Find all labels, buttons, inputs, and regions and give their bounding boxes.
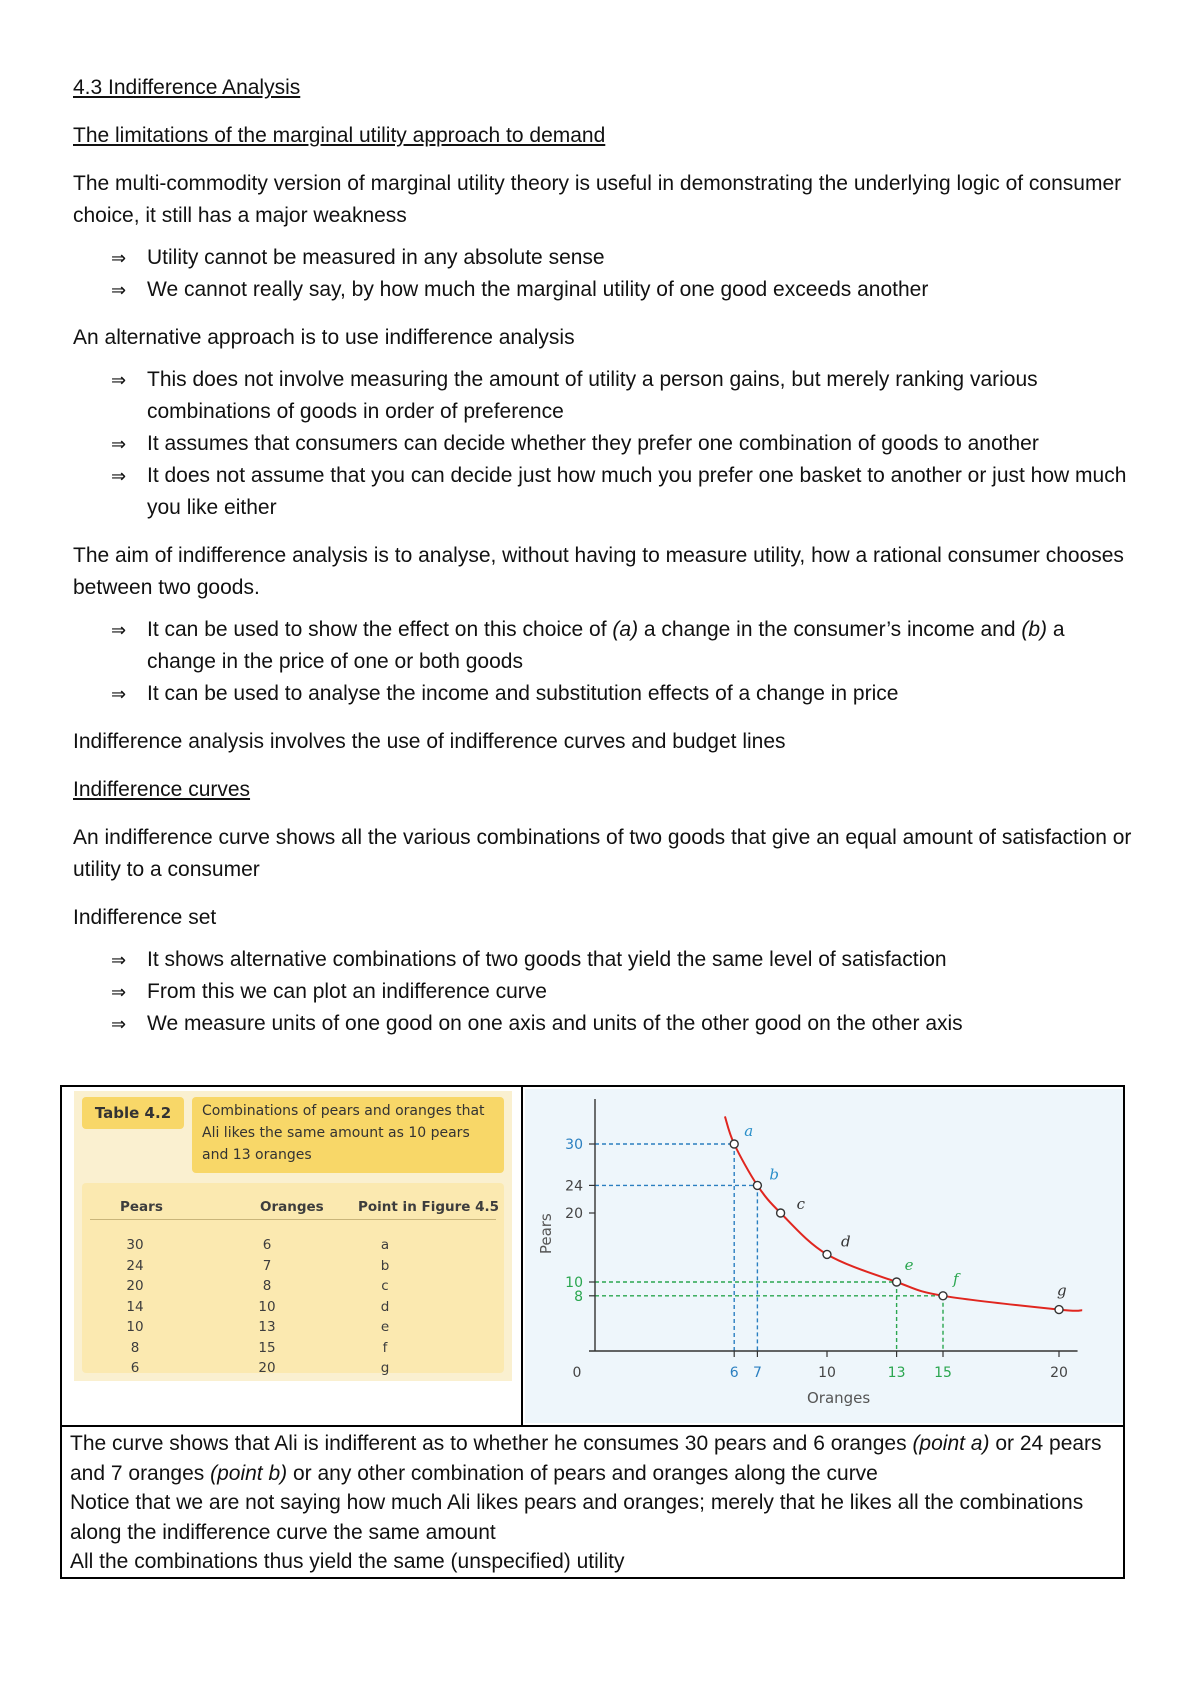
cell-pears: 30 xyxy=(126,1237,144,1253)
table-caption: Combinations of pears and oranges that Ali likes the same amount as 10 pears and 13 oranges xyxy=(192,1097,504,1173)
x-tick-label: 13 xyxy=(887,1365,906,1381)
x-tick-label: 20 xyxy=(1050,1365,1068,1381)
figure-box xyxy=(60,1085,1125,1579)
list-item xyxy=(73,460,1133,524)
cell-point: e xyxy=(380,1319,390,1335)
list-item xyxy=(73,364,1133,428)
cell-oranges: 13 xyxy=(258,1319,276,1335)
cell-point: f xyxy=(382,1339,388,1356)
y-tick-label: 10 xyxy=(565,1275,583,1291)
figure-caption: The curve shows that Ali is indifferent as to whether he consumes 30 pears and 6 oranges (point a) or 24 pears and 7 oranges (point b) or any other combination of pears and oranges along the curve Notice that we are not saying how much Ali likes pears and oranges; merely that he likes all the combinations along the indifference curve the same amount All the combinations thus yield the same (unspecified) utility xyxy=(70,1432,1102,1573)
list-item-text: From this we can plot an indifference curve xyxy=(147,980,547,1003)
paragraph: Indifference set xyxy=(73,906,217,929)
list-item xyxy=(73,1008,1133,1040)
cell-oranges: 6 xyxy=(262,1237,272,1253)
list-item xyxy=(73,428,1133,460)
data-point xyxy=(1055,1306,1063,1314)
cell-point: g xyxy=(380,1360,390,1376)
data-point xyxy=(730,1140,738,1148)
table-row xyxy=(82,1311,504,1335)
document-body xyxy=(73,72,1133,1056)
bullet-list xyxy=(73,242,1133,306)
list-item-text: We cannot really say, by how much the marginal utility of one good exceeds another xyxy=(147,278,929,301)
y-tick-label: 30 xyxy=(565,1137,583,1153)
table-row xyxy=(82,1352,504,1376)
cell-oranges: 20 xyxy=(258,1360,276,1376)
list-item xyxy=(73,944,1133,976)
x-tick-label: 6 xyxy=(729,1365,739,1381)
list-item-text: It assumes that consumers can decide whether they prefer one combination of goods to another xyxy=(147,432,1039,455)
column-header-pears: Pears xyxy=(120,1199,163,1215)
list-item xyxy=(73,678,1133,710)
table-4-2 xyxy=(74,1091,512,1381)
paragraph: An alternative approach is to use indifference analysis xyxy=(73,326,575,349)
point-label: g xyxy=(1057,1281,1067,1300)
table-row xyxy=(82,1291,504,1315)
header-rule xyxy=(90,1219,496,1220)
indifference-curve-chart xyxy=(525,1089,1123,1423)
column-header-oranges: Oranges xyxy=(260,1199,324,1215)
paragraph: An indifference curve shows all the various combinations of two goods that give an equal amount of satisfaction or utility to a consumer xyxy=(73,826,1132,881)
table-row xyxy=(82,1270,504,1294)
table-rows xyxy=(82,1229,504,1376)
cell-point: a xyxy=(380,1237,390,1253)
bullet-list xyxy=(73,364,1133,524)
arrow-icon: ⇒ xyxy=(111,280,127,300)
cell-pears: 8 xyxy=(130,1339,140,1356)
point-label: c xyxy=(796,1195,806,1213)
list-item-text: It shows alternative combinations of two goods that yield the same level of satisfaction xyxy=(147,948,947,971)
list-item xyxy=(73,976,1133,1008)
arrow-icon: ⇒ xyxy=(111,1014,127,1034)
point-label: d xyxy=(841,1232,851,1251)
y-tick-label: 8 xyxy=(574,1288,583,1305)
section-heading-indifference-curves: Indifference curves xyxy=(73,778,251,801)
table-row xyxy=(82,1332,504,1356)
data-point xyxy=(893,1278,901,1286)
bullet-list xyxy=(73,944,1133,1040)
cell-point: b xyxy=(380,1257,390,1274)
data-point xyxy=(753,1181,761,1189)
point-label: f xyxy=(953,1269,959,1288)
chart-svg xyxy=(525,1089,1123,1423)
y-axis-label: Pears xyxy=(537,1213,555,1255)
paragraph: The aim of indifference analysis is to analyse, without having to measure utility, how a rational consumer chooses between two goods. xyxy=(73,544,1124,599)
arrow-icon: ⇒ xyxy=(111,982,127,1002)
cell-pears: 24 xyxy=(126,1257,144,1274)
x-tick-label: 7 xyxy=(752,1365,762,1381)
list-item-text: It can be used to analyse the income and substitution effects of a change in price xyxy=(147,682,899,705)
cell-point: c xyxy=(381,1278,389,1294)
x-tick-label: 10 xyxy=(818,1365,836,1381)
list-item-text: It does not assume that you can decide just how much you prefer one basket to another or just how much you like either xyxy=(147,464,1127,519)
x-tick-label: 15 xyxy=(934,1365,952,1381)
list-item-text: It can be used to show the effect on this choice of (a) a change in the consumer’s income and (b) a change in the price of one or both goods xyxy=(147,618,1065,673)
column-header-point: Point in Figure 4.5 xyxy=(358,1199,500,1215)
cell-oranges: 15 xyxy=(258,1339,276,1356)
arrow-icon: ⇒ xyxy=(111,248,127,268)
list-item-text: Utility cannot be measured in any absolute sense xyxy=(147,246,605,269)
x-axis-label: Oranges xyxy=(806,1389,871,1407)
data-point xyxy=(939,1292,947,1300)
table-tag: Table 4.2 xyxy=(82,1097,184,1129)
table-row xyxy=(82,1229,504,1253)
cell-oranges: 7 xyxy=(262,1257,272,1274)
point-label: a xyxy=(744,1122,754,1140)
section-heading-limitations: The limitations of the marginal utility approach to demand xyxy=(73,124,606,147)
cell-pears: 6 xyxy=(130,1360,140,1376)
table-body xyxy=(82,1183,504,1376)
cell-pears: 10 xyxy=(126,1319,144,1335)
data-point xyxy=(777,1209,785,1217)
cell-pears: 14 xyxy=(126,1298,144,1315)
data-point xyxy=(823,1250,831,1258)
x-tick-label: 0 xyxy=(572,1365,582,1381)
paragraph: Indifference analysis involves the use of indifference curves and budget lines xyxy=(73,730,786,753)
list-item xyxy=(73,614,1133,678)
list-item-text: We measure units of one good on one axis and units of the other good on the other axis xyxy=(147,1012,963,1035)
list-item-text: This does not involve measuring the amount of utility a person gains, but merely ranking various combinations of goods in order of preference xyxy=(147,368,1038,423)
arrow-icon: ⇒ xyxy=(111,466,127,486)
bullet-list xyxy=(73,614,1133,710)
y-tick-label: 24 xyxy=(565,1178,583,1195)
cell-pears: 20 xyxy=(126,1278,144,1294)
arrow-icon: ⇒ xyxy=(111,370,127,390)
page-title: 4.3 Indifference Analysis xyxy=(73,76,301,99)
divider xyxy=(62,1425,1123,1427)
y-tick-label: 20 xyxy=(565,1206,583,1222)
point-label: b xyxy=(769,1165,780,1184)
arrow-icon: ⇒ xyxy=(111,950,127,970)
arrow-icon: ⇒ xyxy=(111,434,127,454)
divider xyxy=(521,1087,523,1425)
cell-oranges: 10 xyxy=(258,1298,276,1315)
arrow-icon: ⇒ xyxy=(111,684,127,704)
point-label: e xyxy=(904,1256,914,1274)
table-row xyxy=(82,1250,504,1274)
paragraph: The multi-commodity version of marginal utility theory is useful in demonstrating the underlying logic of consumer choice, it still has a major weakness xyxy=(73,172,1122,227)
list-item xyxy=(73,242,1133,274)
cell-oranges: 8 xyxy=(262,1278,272,1294)
arrow-icon: ⇒ xyxy=(111,620,127,640)
list-item xyxy=(73,274,1133,306)
cell-point: d xyxy=(380,1298,390,1315)
